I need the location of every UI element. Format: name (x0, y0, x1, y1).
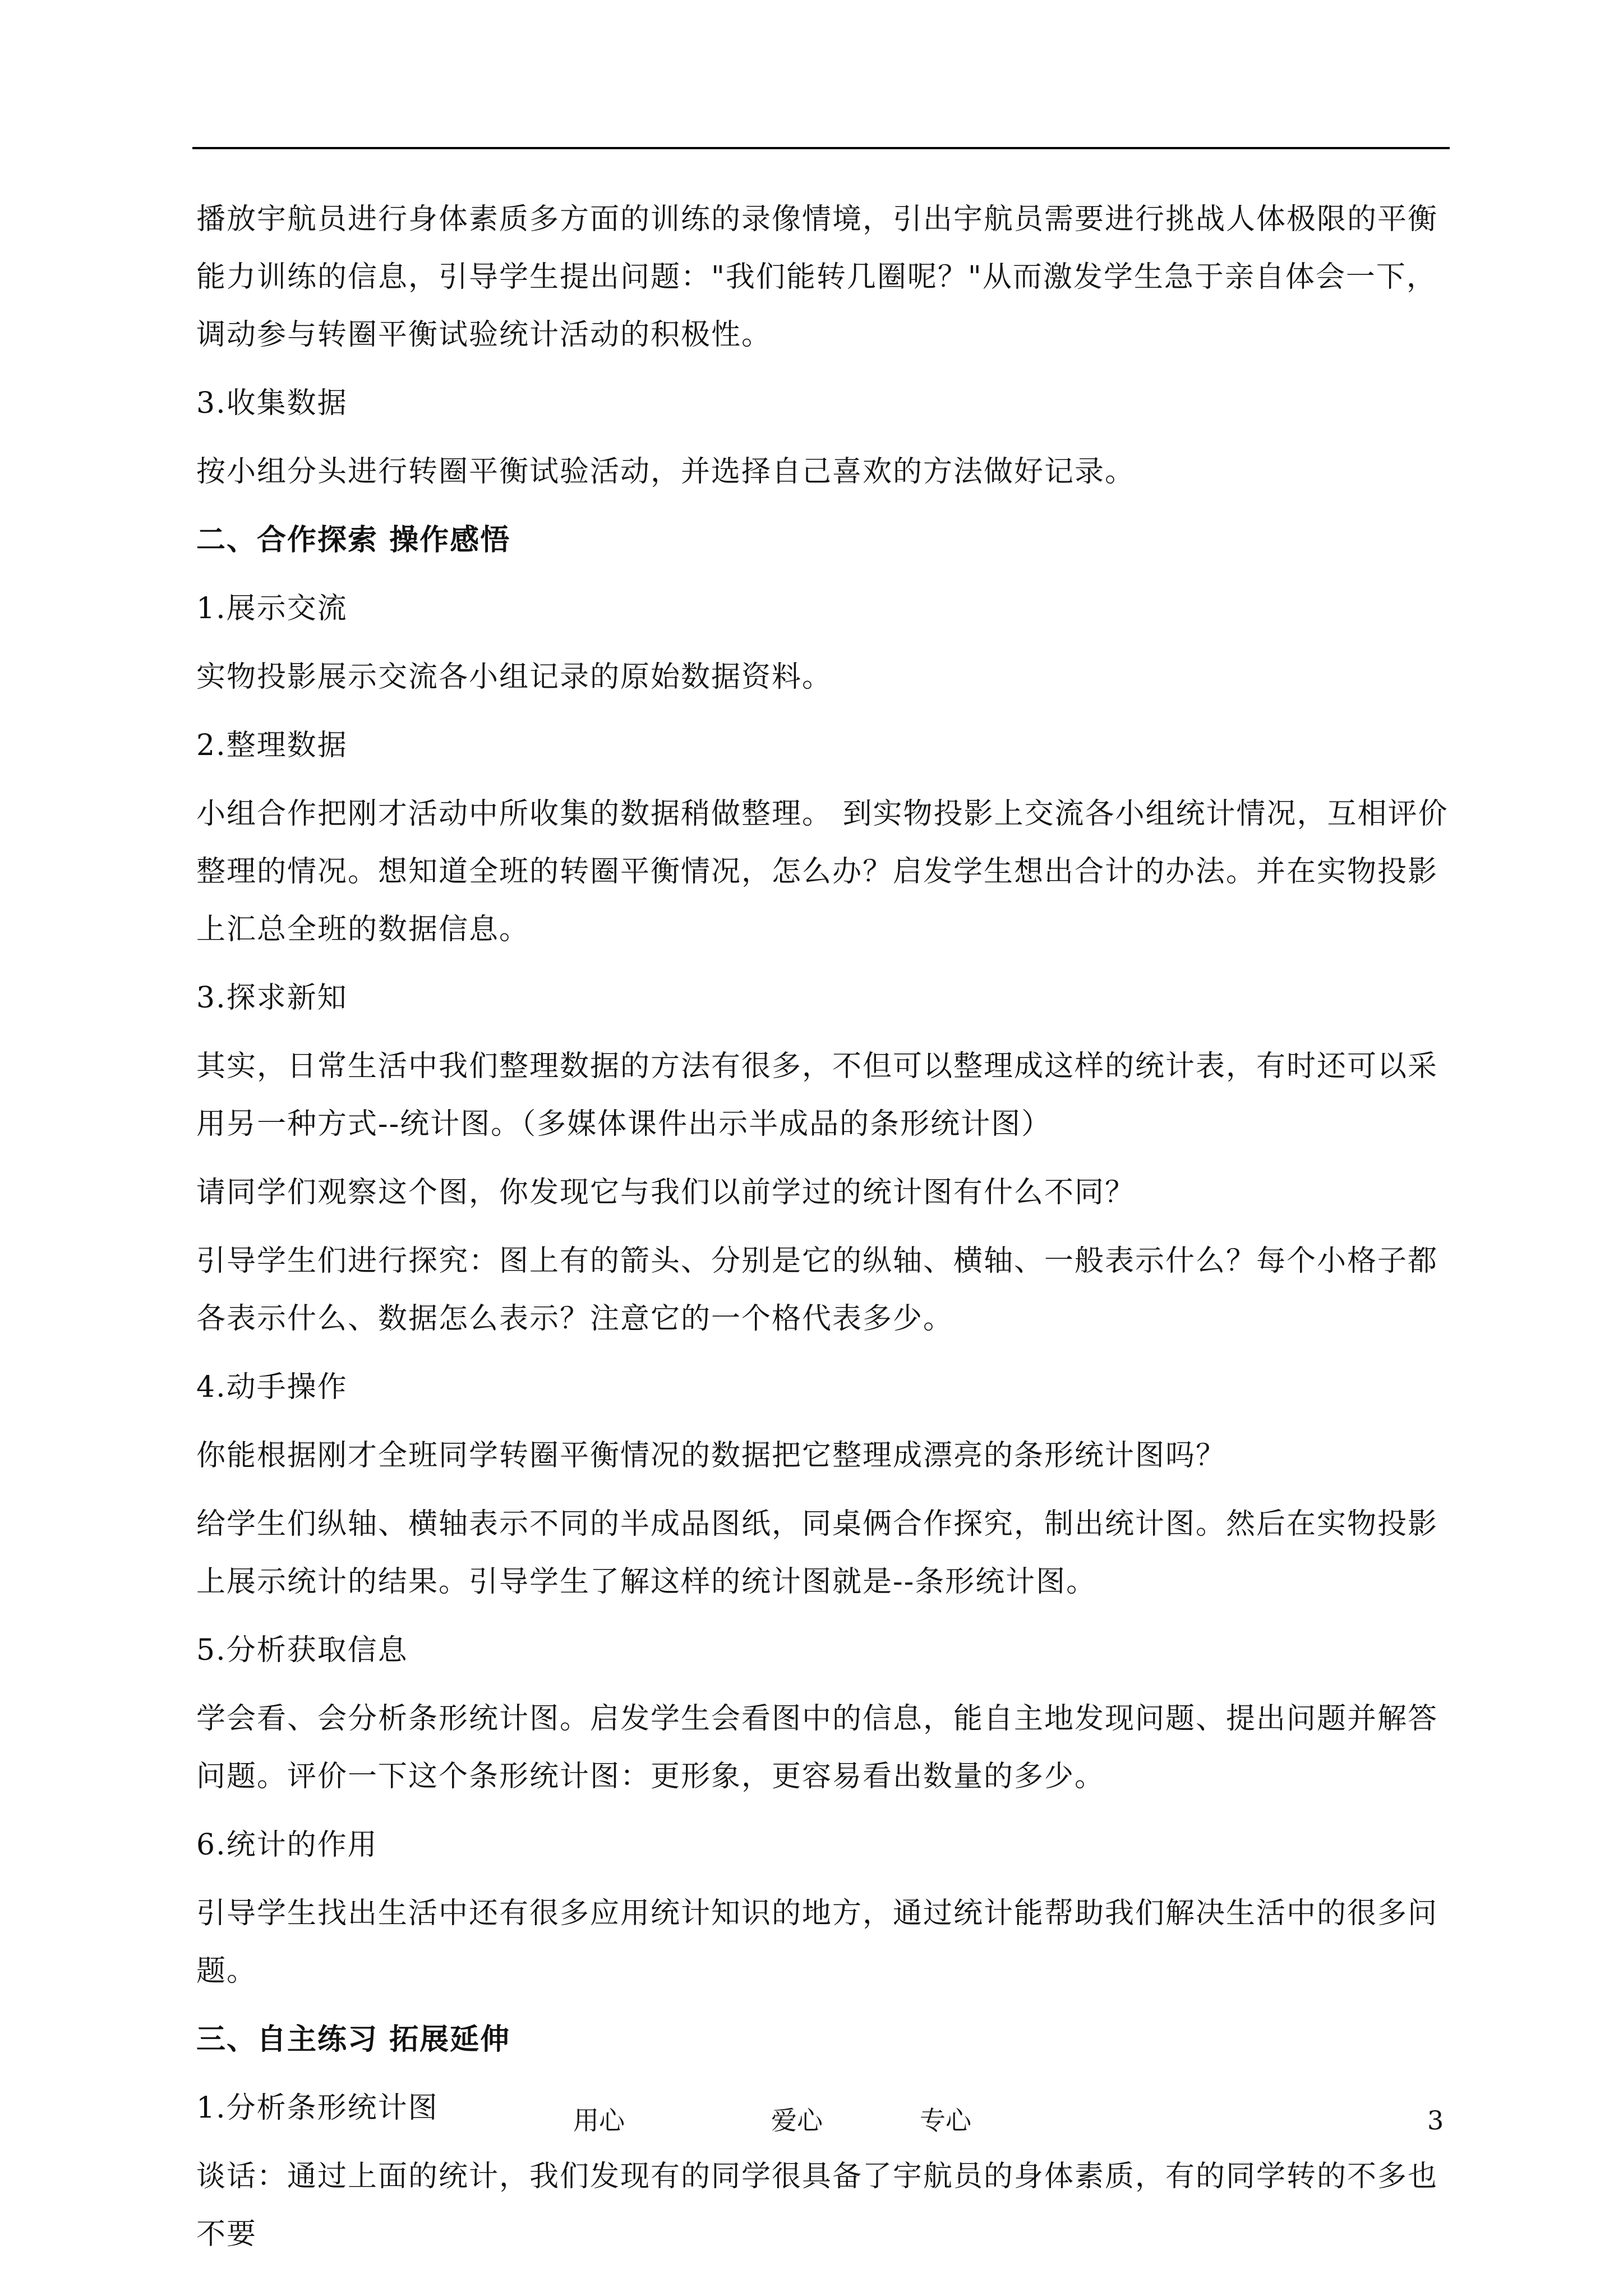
footer-word-yongxin: 用心 (573, 2105, 625, 2136)
footer-word-zhuanxin: 专心 (920, 2105, 971, 2136)
header-rule (192, 147, 1450, 149)
paragraph: 按小组分头进行转圈平衡试验活动，并选择自己喜欢的方法做好记录。 (196, 455, 1136, 489)
section-heading: 三、自主练习 拓展延伸 (196, 2023, 511, 2056)
paragraph: 引导学生们进行探究：图上有的箭头、分别是它的纵轴、横轴、一般表示什么？每个小格子都各表示什么、数据怎么表示？注意它的一个格代表多少。 (196, 1244, 1438, 1336)
paragraph: 播放宇航员进行身体素质多方面的训练的录像情境，引出宇航员需要进行挑战人体极限的平衡能力训练的信息，引导学生提出问题："我们能转几圈呢？"从而激发学生急于亲自体会一下，调动参与转圈平衡试验统计活动的积极性。 (196, 203, 1438, 352)
footer-word-aixin: 爱心 (771, 2105, 823, 2136)
paragraph: 2.整理数据 (196, 729, 348, 762)
page-number: 3 (1427, 2105, 1444, 2136)
paragraph: 给学生们纵轴、横轴表示不同的半成品图纸，同桌俩合作探究，制出统计图。然后在实物投影上展示统计的结果。引导学生了解这样的统计图就是--条形统计图。 (196, 1507, 1438, 1599)
paragraph: 4.动手操作 (196, 1370, 348, 1404)
paragraph: 实物投影展示交流各小组记录的原始数据资料。 (196, 660, 833, 694)
paragraph: 学会看、会分析条形统计图。启发学生会看图中的信息，能自主地发现问题、提出问题并解答问题。评价一下这个条形统计图：更形象，更容易看出数量的多少。 (196, 1702, 1438, 1793)
section-heading: 二、合作探索 操作感悟 (196, 523, 511, 557)
paragraph: 谈话：通过上面的统计，我们发现有的同学很具备了宇航员的身体素质，有的同学转的不多也不要 (196, 2160, 1438, 2251)
paragraph: 请同学们观察这个图，你发现它与我们以前学过的统计图有什么不同？ (196, 1176, 1136, 1209)
paragraph: 小组合作把刚才活动中所收集的数据稍做整理。 到实物投影上交流各小组统计情况，互相评价整理的情况。想知道全班的转圈平衡情况，怎么办？启发学生想出合计的办法。并在实物投影上汇总全班的数据信息。 (196, 797, 1449, 946)
paragraph: 3.探求新知 (196, 981, 348, 1015)
paragraph: 3.收集数据 (196, 386, 348, 420)
paragraph: 1.分析条形统计图 (196, 2091, 439, 2125)
paragraph: 5.分析获取信息 (196, 1634, 408, 1667)
paragraph: 1.展示交流 (196, 592, 348, 625)
paragraph: 你能根据刚才全班同学转圈平衡情况的数据把它整理成漂亮的条形统计图吗？ (196, 1439, 1227, 1473)
document-body (196, 191, 1450, 2274)
paragraph: 引导学生找出生活中还有很多应用统计知识的地方，通过统计能帮助我们解决生活中的很多问题。 (196, 1897, 1438, 1988)
paragraph: 其实，日常生活中我们整理数据的方法有很多，不但可以整理成这样的统计表，有时还可以采用另一种方式--统计图。（多媒体课件出示半成品的条形统计图） (196, 1050, 1438, 1141)
paragraph: 6.统计的作用 (196, 1828, 378, 1862)
